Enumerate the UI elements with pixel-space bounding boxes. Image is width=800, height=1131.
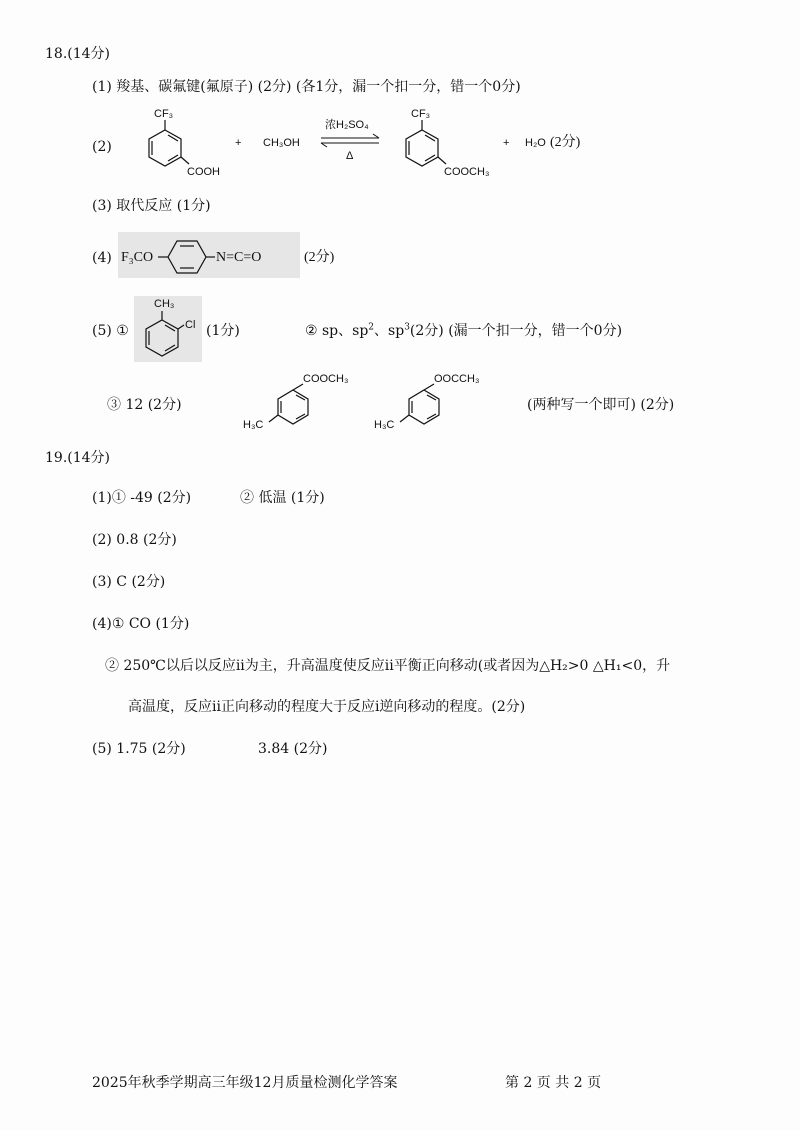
q18-part4-label: (4) [92,250,112,266]
q19-header: 19.(14分) [45,450,111,466]
q19-part5-b: 3.84 (2分) [258,741,328,757]
product-benzene-ring [406,120,446,166]
reversible-arrow [321,134,379,147]
reactant-substituent: CF₃ [154,108,174,120]
esterification-reaction [125,104,625,184]
q18-part1: (1) 羧基、碳氟键(氟原子) (2分) (各1分，漏一个扣一分，错一个0分) [92,79,521,95]
q18-part5-hybridization: ② sp、$sp^2$、$sp^3(2$分) (漏一个扣一分，错一个0分) [305,322,623,339]
footer-page-number: 第 2 页 共 2 页 [505,1075,602,1091]
q19-part1-a: (1)① -49 (2分) [92,490,192,506]
q19-part3: (3) C (2分) [92,574,166,590]
isomer1-ester: COOCH₃ [303,373,349,385]
q18-part5-3-note: (两种写一个即可) (2分) [527,397,675,413]
para-benzene-ring [158,241,215,273]
q18-part2-label: (2) [92,139,112,155]
q18-part5-3-label: ③ 12 (2分) [107,397,182,413]
reactant-benzene-ring [149,120,189,166]
isomer2-ester: OOCCH₃ [434,373,480,385]
chloro-label: Cl [185,319,196,331]
q18-part5-score: (1分) [206,323,240,339]
ortho-benzene-ring [146,311,184,356]
conditions-top: 浓H₂SO₄ [325,119,369,131]
q19-part4-b-line1: ② 250℃以后以反应ii为主，升高温度使反应ii平衡正向移动(或者因为△H₂>0 △H₁<0，升 [105,658,671,674]
isocyanate-structure [118,232,378,278]
q19-part2: (2) 0.8 (2分) [92,532,177,548]
conditions-bottom: Δ [346,150,354,162]
methyl-label: CH₃ [154,298,175,310]
product-substituent: CF₃ [411,108,431,120]
q18-part4-score: (2分) [304,250,335,265]
methanol-label: CH₃OH [263,137,300,149]
q18-part5-label: (5) ① [92,323,129,339]
isocyanate-group: N=C=O [216,250,262,265]
q18-header: 18.(14分) [45,46,111,62]
plus-sign-1: + [235,137,242,149]
isomer2-methyl: H₃C [374,419,395,431]
reactant-carboxyl: COOH [187,166,220,178]
trifluoromethoxy-label: F₃CO [121,250,154,265]
isomer2-benzene-ring [400,384,439,424]
chlorotoluene-structure [134,294,204,362]
q18-part2-score: (2分) [550,135,581,150]
q19-part5-a: (5) 1.75 (2分) [92,741,186,757]
product-ester: COOCH₃ [444,166,490,178]
isomer1-methyl: H₃C [243,419,264,431]
isomer-structure-1 [225,370,385,435]
q18-part3: (3) 取代反应 (1分) [92,198,211,214]
isomer-structure-2 [368,370,528,435]
plus-sign-2: + [503,137,510,149]
q19-part4-a: (4)① CO (1分) [92,616,190,632]
isomer1-benzene-ring [269,384,308,424]
footer-title: 2025年秋季学期高三年级12月质量检测化学答案 [92,1075,398,1091]
q19-part4-b-line2: 高温度，反应ii正向移动的程度大于反应i逆向移动的程度。(2分) [128,699,526,715]
water-label: H₂O [525,137,546,149]
q19-part1-b: ② 低温 (1分) [240,490,325,506]
